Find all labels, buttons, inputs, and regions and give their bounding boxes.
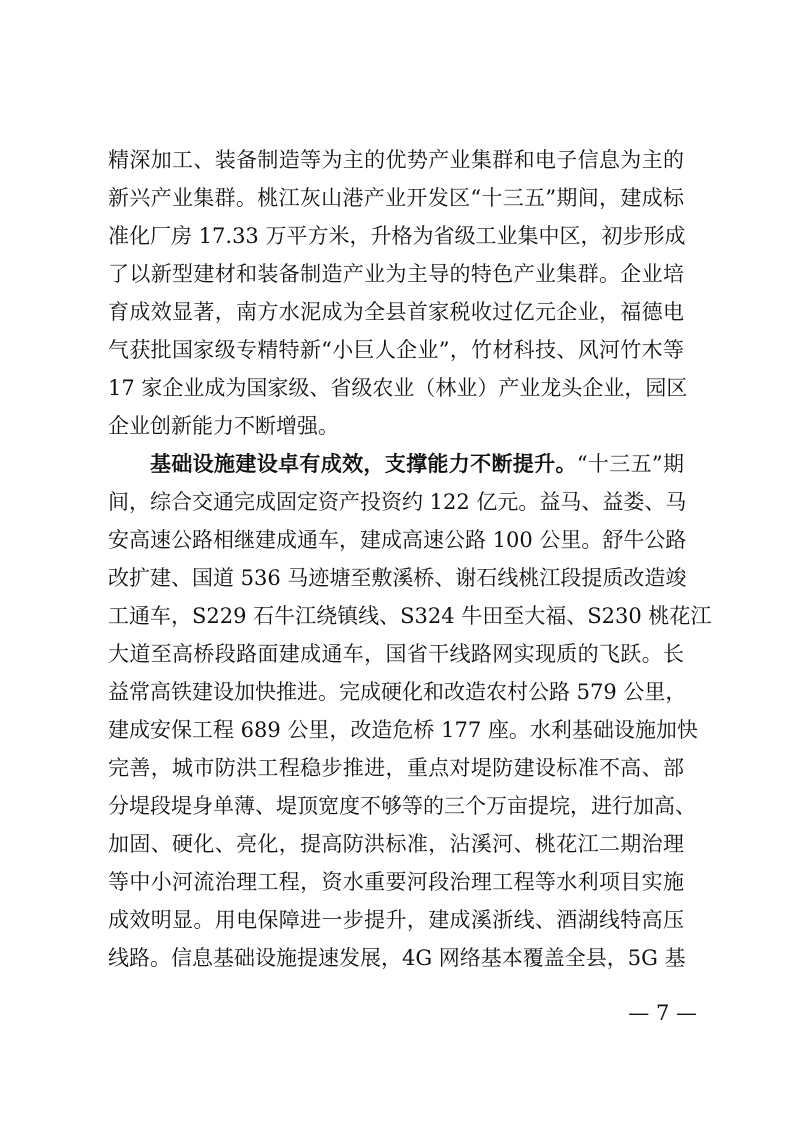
paragraph-line: 等中小河流治理工程，资水重要河段治理工程等水利项目实施 <box>108 870 684 894</box>
paragraph-line: 分堤段堤身单薄、堤顶宽度不够等的三个万亩提垸，进行加高、 <box>108 794 696 818</box>
paragraph-line: 完善，城市防洪工程稳步推进，重点对堤防建设标准不高、部 <box>108 756 684 780</box>
paragraph-line: 建成安保工程 689 公里，改造危桥 177 座。水利基础设施加快 <box>108 718 698 742</box>
paragraph-line: 益常高铁建设加快推进。完成硬化和改造农村公路 579 公里， <box>108 680 687 704</box>
paragraph-line: 准化厂房 17.33 万平方米，升格为省级工业集中区，初步形成 <box>108 224 686 248</box>
paragraph-line: 安高速公路相继建成通车，建成高速公路 100 公里。舒牛公路 <box>108 528 687 552</box>
paragraph-line: 气获批国家级专精特新“小巨人企业”，竹材科技、风河竹木等 <box>108 338 684 362</box>
paragraph-line: 新兴产业集群。桃江灰山港产业开发区“十三五”期间，建成标 <box>108 186 684 210</box>
paragraph-line: 育成效显著，南方水泥成为全县首家税收过亿元企业，福德电 <box>108 300 684 324</box>
paragraph-line: 工通车，S229 石牛江绕镇线、S324 牛田至大福、S230 桃花江 <box>108 604 712 628</box>
paragraph-line: 间，综合交通完成固定资产投资约 122 亿元。益马、益娄、马 <box>108 490 687 514</box>
paragraph-line: 17 家企业成为国家级、省级农业（林业）产业龙头企业，园区 <box>108 376 688 400</box>
paragraph-line: 精深加工、装备制造等为主的优势产业集群和电子信息为主的 <box>108 148 684 172</box>
paragraph-first-line <box>150 447 684 481</box>
paragraph-line: 改扩建、国道 536 马迹塘至敷溪桥、谢石线桃江段提质改造竣 <box>108 566 687 590</box>
paragraph-line: 线路。信息基础设施提速发展，4G 网络基本覆盖全县，5G 基 <box>108 946 686 970</box>
paragraph-line: 加固、硬化、亮化，提高防洪标准，沾溪河、桃花江二期治理 <box>108 832 684 856</box>
page-number: — 7 — <box>628 1001 697 1025</box>
paragraph-line: 成效明显。用电保障进一步提升，建成溪浙线、酒湖线特高压 <box>108 908 684 932</box>
paragraph-line: 企业创新能力不断增强。 <box>108 414 339 438</box>
paragraph-text: “十三五”期 <box>576 452 684 476</box>
paragraph-line: 大道至高桥段路面建成通车，国省干线路网实现质的飞跃。长 <box>108 642 684 666</box>
paragraph-line: 了以新型建材和装备制造产业为主导的特色产业集群。企业培 <box>108 262 684 286</box>
section-heading: 基础设施建设卓有成效，支撑能力不断提升。 <box>150 452 577 476</box>
